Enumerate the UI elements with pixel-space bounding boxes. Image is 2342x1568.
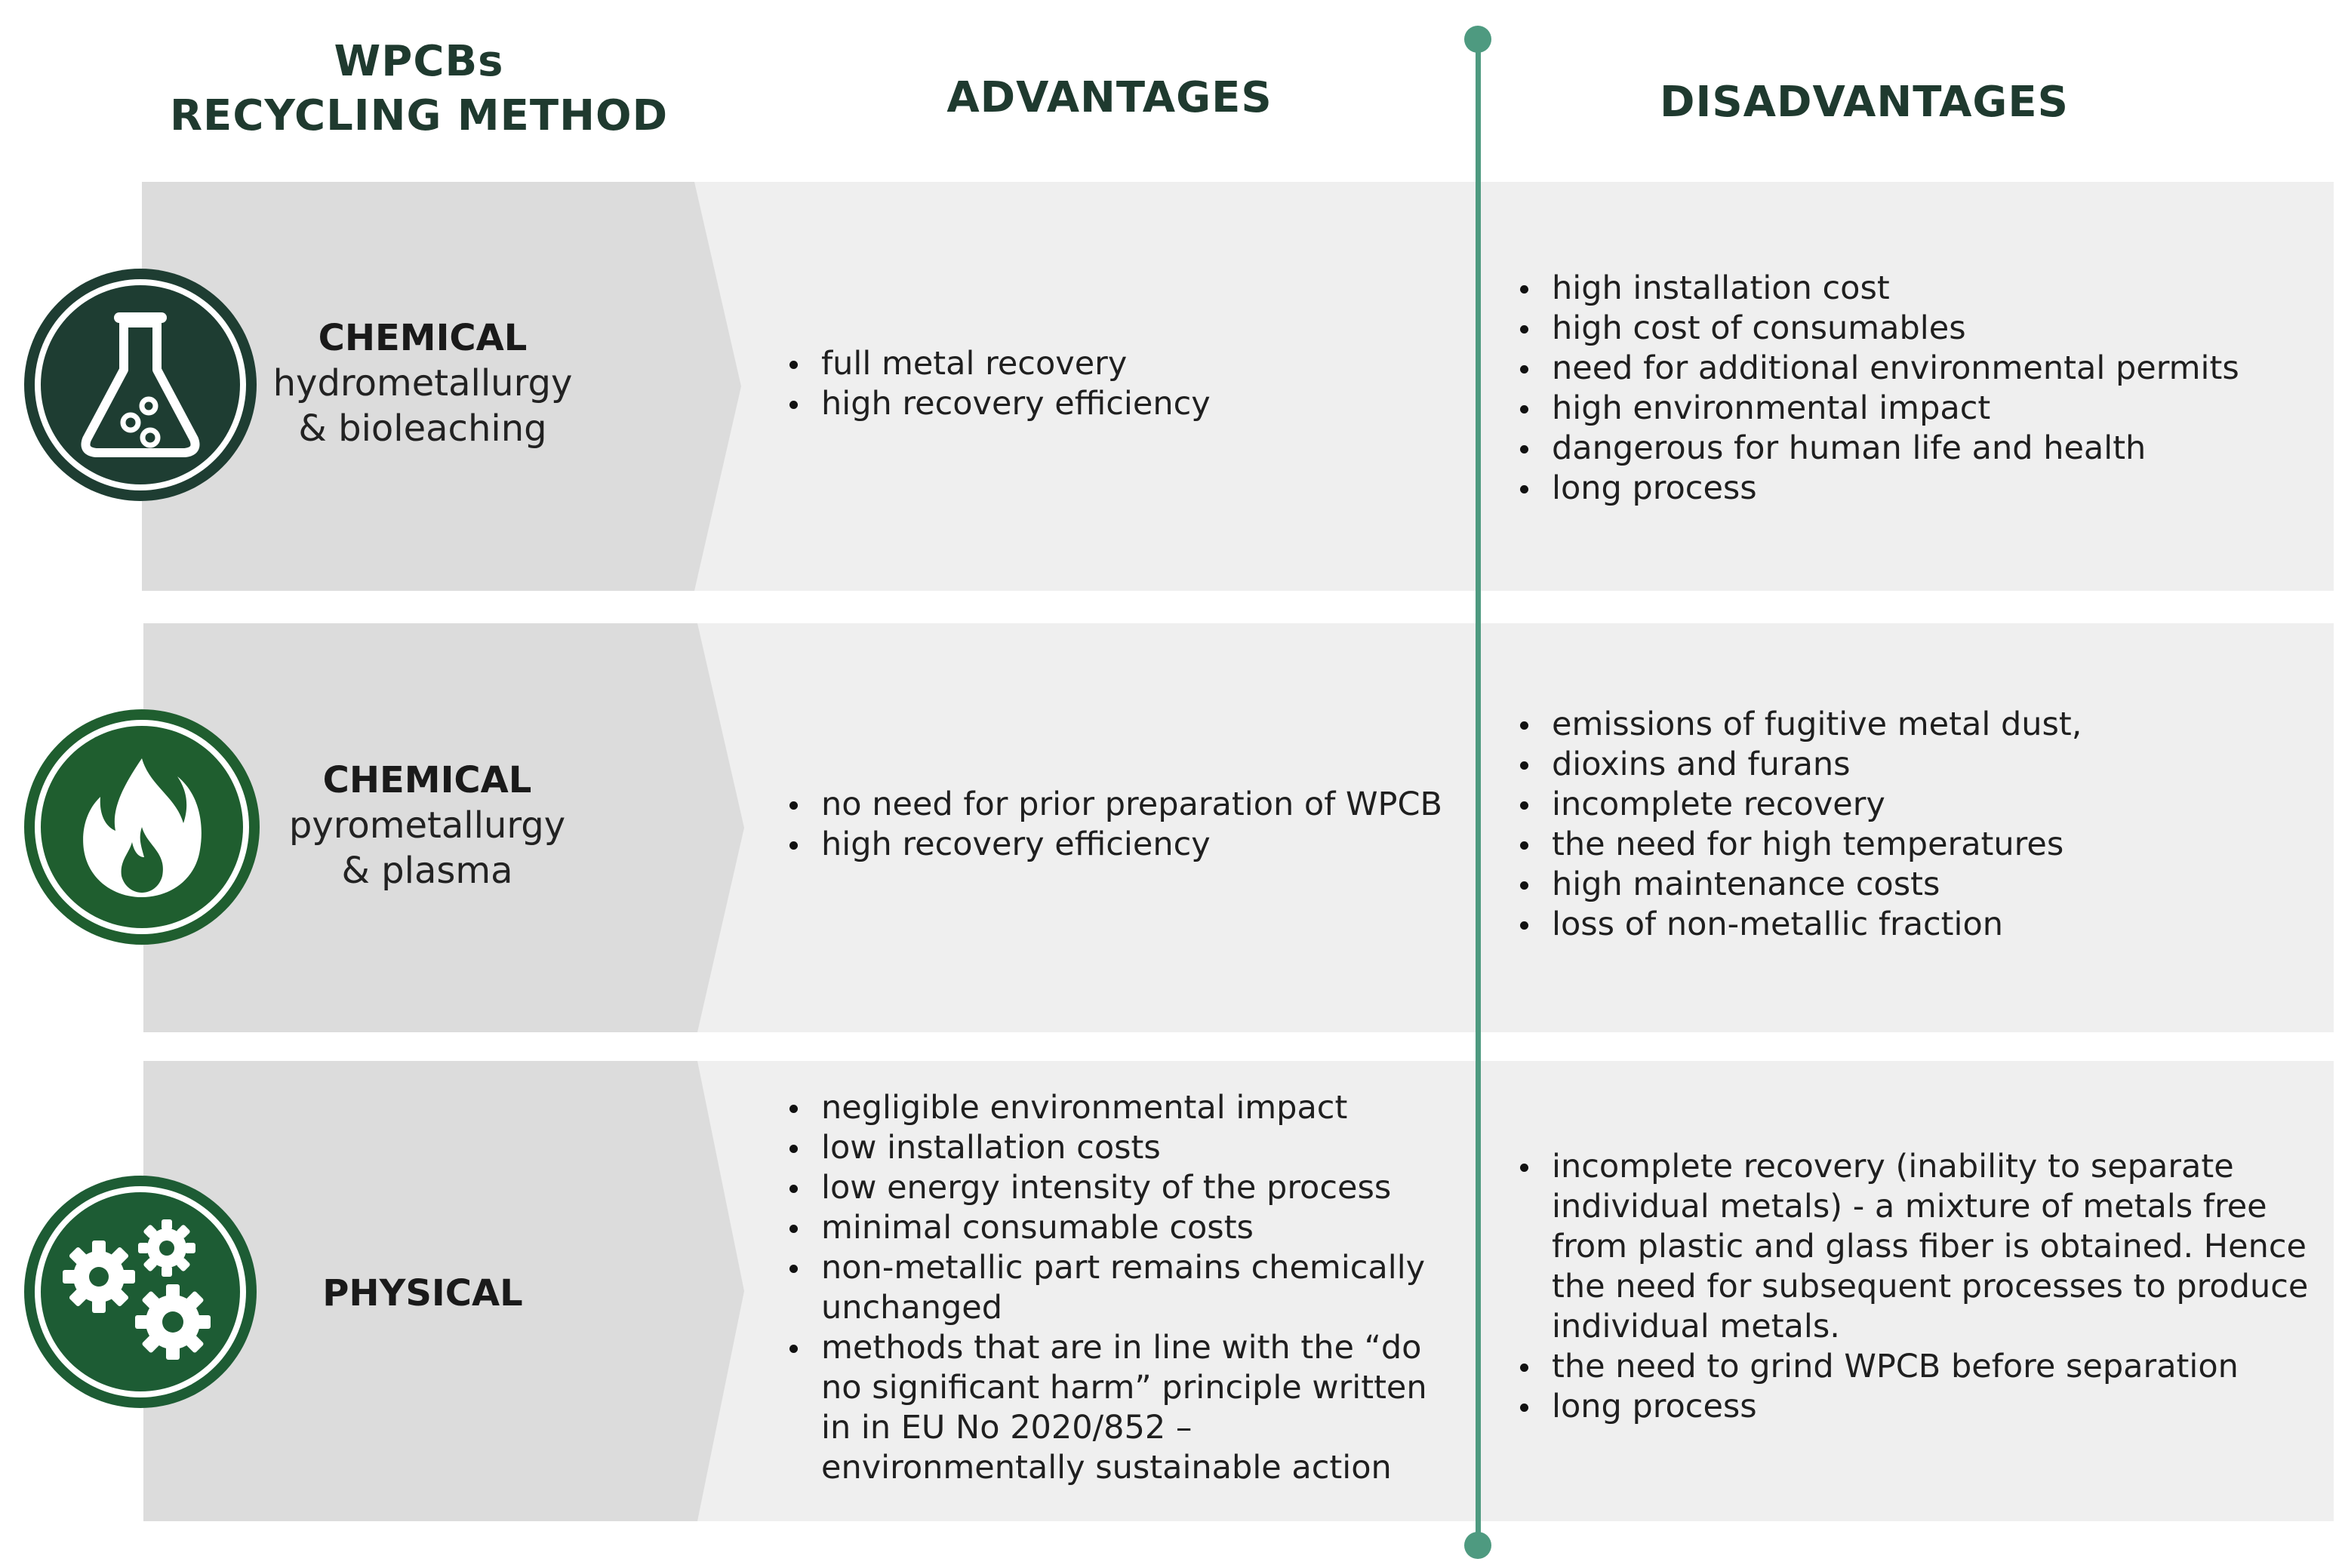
list-item: high cost of consumables (1516, 309, 2316, 349)
row-1-advantages-list (785, 344, 1449, 424)
disadvantages-column-header: DISADVANTAGES (1660, 78, 2069, 127)
list-item: need for additional environmental permits (1516, 349, 2316, 389)
flask-icon (76, 309, 205, 460)
row-2-icon-badge (24, 709, 260, 945)
advantages-column-header: ADVANTAGES (946, 73, 1273, 122)
row-3-icon-badge (24, 1176, 257, 1408)
list-item: loss of non-metallic fraction (1516, 905, 2316, 945)
row-2-disadvantages-list (1516, 705, 2316, 945)
row-2-method-sub1: pyrometallurgy (288, 804, 566, 847)
list-item: non-metallic part remains chemically unchanged (785, 1248, 1449, 1328)
list-item: low energy intensity of the process (785, 1168, 1449, 1208)
list-item: high recovery efficiency (785, 825, 1449, 865)
list-item: high maintenance costs (1516, 865, 2316, 905)
row-3-method-type: PHYSICAL (322, 1272, 523, 1314)
row-2-method-sub2: & plasma (341, 850, 513, 892)
list-item: incomplete recovery (1516, 785, 2316, 825)
list-item: methods that are in line with the “do no significant harm” principle written in in EU No 2020/852 – environmentally sustainable action (785, 1328, 1449, 1488)
list-item: long process (1516, 469, 2316, 509)
row-3-advantages-list (785, 1088, 1449, 1488)
row-3-disadvantages-list (1516, 1147, 2316, 1427)
flame-icon (78, 755, 206, 899)
row-1-icon-badge (24, 269, 257, 501)
list-item: the need for high temperatures (1516, 825, 2316, 865)
list-item: incomplete recovery (inability to separate individual metals) - a mixture of metals free from plastic and glass fiber is obtained. Hence the need for subsequent processes to produce individual metals. (1516, 1147, 2316, 1347)
method-header-line2: RECYCLING METHOD (169, 91, 669, 140)
row-2-method-label (269, 758, 586, 893)
list-item: long process (1516, 1387, 2316, 1427)
list-item: high environmental impact (1516, 389, 2316, 429)
row-1-method-label (264, 315, 581, 451)
list-item: dioxins and furans (1516, 745, 2316, 785)
gears-icon (61, 1216, 220, 1367)
timeline-divider (1476, 39, 1481, 1548)
timeline-bottom-dot (1464, 1532, 1491, 1559)
row-2-advantages-list (785, 785, 1449, 865)
row-1-disadvantages-list (1516, 269, 2316, 509)
row-3-method-label (264, 1271, 581, 1316)
list-item: high installation cost (1516, 269, 2316, 309)
list-item: the need to grind WPCB before separation (1516, 1347, 2316, 1387)
list-item: dangerous for human life and health (1516, 429, 2316, 469)
list-item: emissions of fugitive metal dust, (1516, 705, 2316, 745)
list-item: no need for prior preparation of WPCB (785, 785, 1449, 825)
list-item: low installation costs (785, 1128, 1449, 1168)
list-item: high recovery efficiency (785, 384, 1449, 424)
row-2-method-type: CHEMICAL (322, 759, 532, 801)
list-item: negligible environmental impact (785, 1088, 1449, 1128)
row-1-method-type: CHEMICAL (318, 317, 528, 359)
timeline-top-dot (1464, 26, 1491, 53)
list-item: full metal recovery (785, 344, 1449, 384)
row-1-method-sub1: hydrometallurgy (272, 362, 573, 404)
list-item: minimal consumable costs (785, 1208, 1449, 1248)
row-1-method-sub2: & bioleaching (298, 407, 547, 450)
method-header-line1: WPCBs (334, 37, 504, 86)
